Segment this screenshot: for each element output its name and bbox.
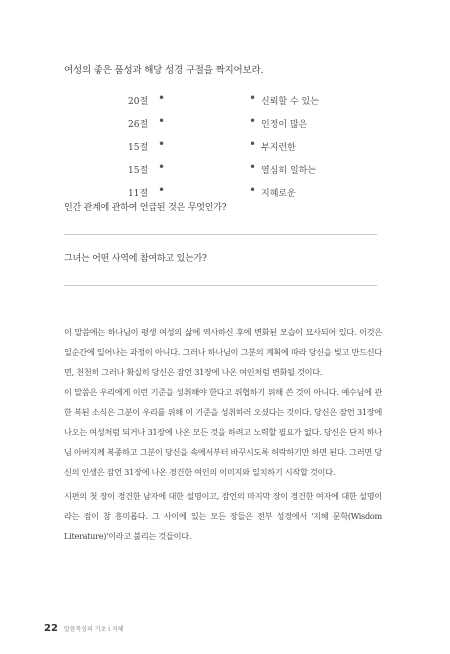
verse-label: 15절 <box>128 143 149 153</box>
matching-exercise <box>128 90 358 205</box>
verse-label: 26절 <box>128 120 149 130</box>
connector-dot-icon: • <box>158 114 166 128</box>
connector-dot-icon: • <box>249 137 257 151</box>
matching-row <box>128 113 358 136</box>
connector-dot-icon: • <box>249 183 257 197</box>
matching-row <box>128 90 358 113</box>
answer-line[interactable] <box>64 285 377 286</box>
connector-dot-icon: • <box>158 183 166 197</box>
trait-label: 신뢰할 수 있는 <box>261 97 319 107</box>
body-paragraph: 이 말씀은 우리에게 이런 기준을 성취해야 한다고 위협하기 위해 쓴 것이 아니다. 예수님에 관한 복된 소식은 그분이 우리를 위해 이 기준을 성취하러 오셨다는 것이다. 당신은 잠언 31장에 나오는 여성처럼 되거나 31장에 나온 모든 것을 하려고 노력할 필요가 없다. 당신은 단지 하나님 아버지께 복종하고 그분이 당신을 속에서부터 바꾸시도록 허락하기만 하면 된다. 그러면 당신의 인생은 잠언 31장에 나온 경건한 여인의 이미지와 일치하기 시작할 것이다. <box>64 387 382 477</box>
trait-label: 열심히 일하는 <box>261 166 317 176</box>
instruction-text: 여성의 좋은 품성과 해당 성경 구절을 짝지어보라. <box>64 65 264 76</box>
question-ministry: 그녀는 어떤 사역에 참여하고 있는가? <box>64 254 207 264</box>
page-footer <box>44 623 124 634</box>
body-paragraph: 이 말씀에는 하나님이 평생 여성의 삶에 역사하신 후에 변화된 모습이 묘사되어 있다. 이것은 일순간에 일어나는 과정이 아니다. 그러나 하나님이 그분의 계획에 따라 당신을 빚고 만드신다면, 천천히 그러나 확실히 당신은 잠언 31장에 나온 여인처럼 변화될 것이다. <box>64 327 382 377</box>
matching-row <box>128 136 358 159</box>
connector-dot-icon: • <box>249 91 257 105</box>
question-relationships: 인간 관계에 관하여 언급된 것은 무엇인가? <box>64 203 227 213</box>
trait-label: 지혜로운 <box>261 189 296 199</box>
trait-label: 부지런한 <box>261 143 296 153</box>
trait-label: 인정이 많은 <box>261 120 308 130</box>
connector-dot-icon: • <box>158 160 166 174</box>
connector-dot-icon: • <box>249 114 257 128</box>
body-paragraph: 시편의 첫 장이 경건한 남자에 대한 설명이고, 잠언의 마지막 장이 경건한 여자에 대한 설명이라는 점이 참 흥미롭다. 그 사이에 있는 모든 장들은 전부 성경에서 '지혜 문학(Wisdom Literature)'이라고 불리는 것들이다. <box>64 491 382 541</box>
verse-label: 15절 <box>128 166 149 176</box>
verse-label: 20절 <box>128 97 149 107</box>
book-title: 말씀묵상의 기초 I 지혜 <box>63 626 124 633</box>
matching-row <box>128 159 358 182</box>
page-number: 22 <box>44 623 58 634</box>
answer-line[interactable] <box>64 234 377 235</box>
connector-dot-icon: • <box>158 91 166 105</box>
connector-dot-icon: • <box>158 137 166 151</box>
verse-label: 11절 <box>128 189 149 199</box>
connector-dot-icon: • <box>249 160 257 174</box>
